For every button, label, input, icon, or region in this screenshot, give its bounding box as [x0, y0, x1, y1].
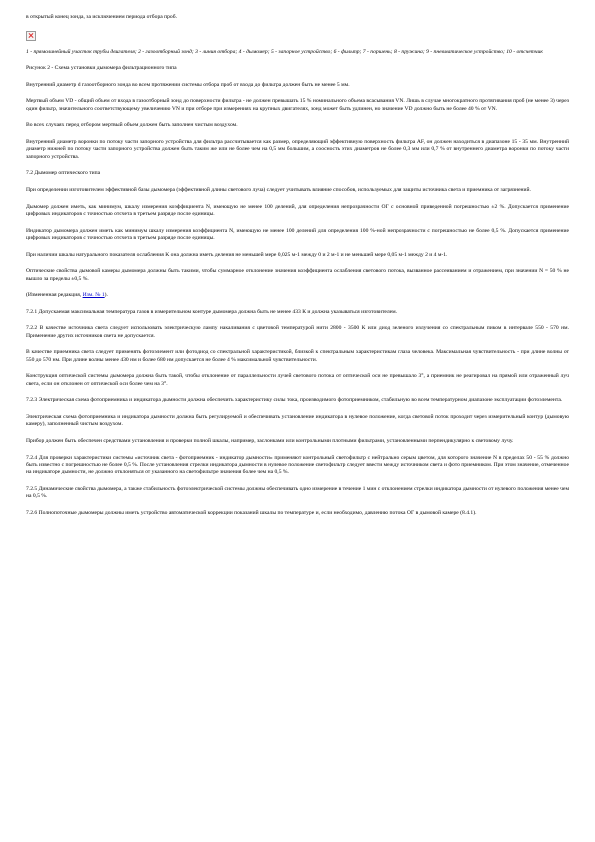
paragraph: Внутренний диаметр воронки по потоку части запорного устройства для фильтра рассчитывается как размер, определяющий эффективную поверхность фильтра AF, он должен находиться в диапазоне 15 - 35 мм. Внутренний диаметр нижней по потоку части запорного устройства должен быть таким же или не более чем на 0,5 мм большим, а соосность этих диаметров не более 0,3 мм или 0,7 % от внутреннего диаметра воронки по потоку части запорного устройства. [26, 138, 569, 160]
paragraph: в открытый конец зонда, за исключением периода отбора проб. [26, 14, 177, 20]
paragraph: 7.2.6 Полнопоточные дымомеры должны иметь устройство автоматической коррекции показаний шкалы по температуре и, если необходимо, давлению потока ОГ в дымовой камере (8.4.1). [26, 509, 477, 516]
paragraph: Электрическая схема фотоприемника и индикатора дымности должна быть регулируемой и обеспечивать установление индикатора в нулевое положение, когда световой поток проходит через измерительный контур (дымовую камеру), заполненный чистым воздухом. [26, 413, 569, 428]
paragraph: Внутренний диаметр d газоотборного зонда во всем протяжении системы отбора проб от входа до фильтра должен быть не менее 5 мм. [26, 81, 350, 88]
paragraph: Во всех случаях перед отбором мертвый объем должен быть заполнен чистым воздухом. [26, 122, 238, 129]
amendment-link[interactable]: Изм. № 1 [82, 292, 105, 299]
paragraph: Конструкция оптической системы дымомера должна быть такой, чтобы отклонение от параллельности лучей светового потока от оптической оси не превышало 3°, а приемник не реагировал на прямой или отраженный луч света, если он отклонен от оптической оси более чем на 3°. [26, 373, 569, 387]
paragraph: 7.2.1 Допускаемая максимальная температура газов в измерительном контуре дымомера должна быть не менее 433 К и должна указываться изготовителем. [26, 308, 398, 315]
paragraph: 7.2.4 Для проверки характеристики системы «источник света - фотоприемник - индикатор дымности» применяют контрольный светофильтр с нейтрально серым цветом, для которого значение N в пределах 50 - 55 % должно быть известно с погрешностью не более 0,5 %. После установления стрелки индикатора дымности в нулевое положение светофильтр следует ввести между источником света и фото приемником. При этом значение, отмеченное на индикаторе дымности, не должно отклоняться от указанного на светофильтре значения более чем на 0,5 %. [26, 454, 569, 476]
paragraph: 7.2.5 Динамические свойства дымомера, а также стабильность фотоэлектрической системы должны обеспечивать одно измерение в течение 1 мин с отклонением стрелки индикатора дымности от нулевого положения менее чем на 0,5 %. [26, 485, 569, 500]
edition-prefix: (Измененная редакция, [26, 292, 83, 299]
paragraph: Индикатор дымомера должен иметь как минимум шкалу измерения коэффициента N, имеющую не менее 100 делений для определения 100 %-ной непрозрачности с погрешностью не более 0,5 %. Допускается применение цифровых индикаторов с точностью отсчета в третьем разряде после единицы. [26, 227, 569, 241]
figure-legend: 1 - прямолинейный участок трубы двигателя; 2 - газоотборный зонд; 3 - линия отбора; 4 - дымомер; 5 - запорное устройство; 6 - фильтр; 7 - поршень; 8 - пружина; 9 - пневматическое устройство; 10 - отсчетчик [26, 48, 543, 55]
paragraph: Оптические свойства дымовой камеры дымомера должны быть такими, чтобы суммарное отклонение значения коэффициента ослабления светового потока, вызванное рассеиванием и отражением, при значении N = 50 % не вышло за пределы ±0,5 %. [26, 268, 569, 282]
figure-caption: Рисунок 2 - Схема установки дымомера фильтрационного типа [26, 65, 177, 72]
paragraph: При определении изготовителем эффективной базы дымомера (эффективной длины светового луча) следует учитывать влияние способов, используемых для защиты источника света и приемника от загрязнений. [26, 186, 531, 193]
paragraph: Мертвый объем VD - общий объем от входа в газоотборный зонд до поверхности фильтра - не должен превышать 15 % номинального объема всасывания VN. Лишь в случае многократного протягивания проб (не менее 3) через один фильтр, значительного соответствующему увеличению VN и при отборе при измерениях на крупных двигателях, зонд может быть удлинен, но значение VD должно быть не более 40 % от VN. [26, 98, 569, 112]
paragraph: 7.2.3 Электрическая схема фотоприемника и индикатора дымности должна обеспечить характеристику силы тока, производимого фотоприемником, стабильную во всем температурном диапазоне эксплуатации фотоэлемента. [26, 397, 563, 404]
edition-suffix: ). [104, 292, 108, 299]
paragraph: Дымомер должен иметь, как минимум, шкалу измерения коэффициента N, имеющую не менее 100 делений, для определения непрозрачности ОГ с основной приведенной погрешностью ±2 %. Допускается применение цифровых индикаторов с точностью отсчета в третьем разряде после единицы. [26, 203, 569, 217]
edition-note [26, 292, 569, 299]
paragraph: 7.2.2 В качестве источника света следует использовать электрическую лампу накаливания с цветовой температурой нити 2800 - 3500 К или диод зеленого излучения со спектральным пиком в интервале 550 - 570 нм. Применение других источников света не допускается. [26, 325, 569, 339]
broken-image-icon [26, 31, 36, 41]
paragraph: Прибор должен быть обеспечен средствами установления и проверки полной шкалы, например, заслонками или контрольными плотными фильтрами, установленными перпендикулярно к световому лучу. [26, 437, 514, 444]
paragraph: При наличии шкалы натурального показателя ослабления K она должна иметь деления не меньшей мере 0,025 м-1 между 0 и 2 м-1 и не меньшей мере 0,05 м-1 между 2 и 4 м-1. [26, 251, 448, 258]
paragraph: В качестве приемника света следует применять фотоэлемент или фотодиод со спектральной характеристикой, близкой к спектральным характеристикам глаза человека. Максимальная чувствительность - при длине волны от 550 до 570 нм. При длине волны менее 430 нм и более 680 нм допускается не более 4 % максимальной чувствительности. [26, 349, 569, 363]
section-heading: 7.2 Дымомер оптического типа [26, 170, 101, 177]
